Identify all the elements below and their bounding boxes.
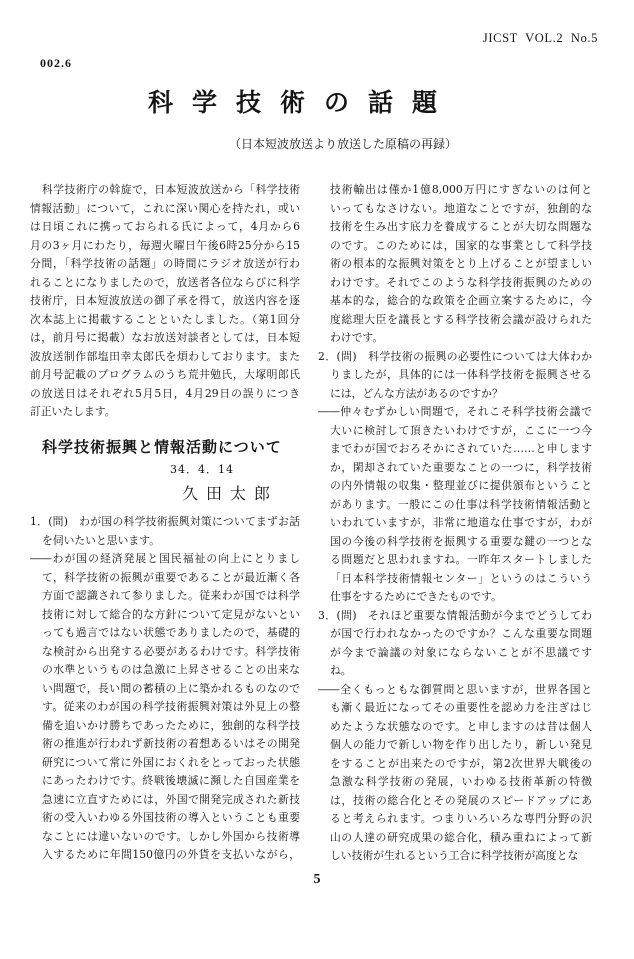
text-line: が国で行われなかったのですか？こんな重要な問題: [330, 627, 592, 640]
text-line: にあったわけです。終戦後壊滅に瀕した自国産業を: [42, 774, 300, 787]
right-column: [318, 181, 592, 866]
text-line: 山の人達の研究成果の総合化，積み重ねによって新: [330, 830, 592, 844]
text-line: いってもなさけない。地道なことですが，独創的な: [330, 201, 592, 215]
text-line: を伺いたいと思います。: [42, 533, 160, 547]
page-subtitle: （日本短波放送より放送した原稿の再録）: [229, 137, 458, 151]
text-line: の放送日はそれぞれ5月5日，4月29日の誤りにつき: [30, 386, 300, 400]
text-line: 前月号記載のプログラムのうち荒井勉氏，大塚明郎氏: [30, 368, 300, 381]
text-line: 次本誌上に掲載することといたしました。（第1回分: [30, 312, 300, 326]
question-3: [318, 607, 592, 681]
text-line: 備を追いかけ勝ちであったために，独創的な科学技: [42, 718, 300, 732]
text-line: わけです。それでこのような科学技術振興のための: [330, 275, 592, 289]
text-line: れることになりましたので，放送者各位ならびに科学: [30, 275, 300, 289]
text-line: か，閑却されていた重要なことの一つに，科学技術: [330, 460, 592, 474]
text-line: っても過言ではない状態でありましたので，基礎的: [42, 626, 300, 639]
text-line: のです。このためには，国家的な事業として科学技: [330, 238, 592, 252]
text-line: 技術庁，日本短波放送の御了承を得て，放送内容を逐: [30, 294, 300, 307]
intro-paragraph: [30, 181, 300, 422]
text-line: が今まで論議の対象にならないことが不思議です: [330, 645, 592, 659]
text-line: の水準というものは急激に上昇させることの出来な: [42, 663, 300, 676]
text-line: 仕事をするためにできたものです。: [330, 590, 502, 603]
text-line: ――全くもっともな御質問と思いますが，世界各国と: [318, 682, 592, 696]
left-column: [30, 181, 300, 865]
text-line: は日頃これに携っておられる氏によって，4月から6: [30, 220, 300, 233]
text-line: 技術輸出は僅か1億8,000万円にすぎないのは何と: [330, 183, 592, 196]
text-line: い問題で，長い間の蓄積の上に築かれるものなので: [42, 681, 300, 695]
page-number: 5: [313, 872, 321, 887]
text-line: 方面で認識されて参りました。従来わが国では科学: [42, 589, 300, 602]
text-line: 情報活動」について，これに深い関心を持たれ，或い: [30, 201, 300, 215]
text-line: 波放送制作部塩田幸太郎氏を煩わしております。また: [30, 349, 300, 363]
text-line: 1．(問) わが国の科学技術振興対策についてまずお話: [30, 515, 300, 528]
text-line: 2．(問) 科学技術の振興の必要性については大体わか: [318, 349, 592, 363]
answer-1-continued: [318, 181, 592, 348]
text-line: す。従来のわが国の科学技術振興対策は外見上の整: [42, 700, 300, 713]
classification-number: 002.6: [40, 56, 72, 70]
text-line: までわが国でおろそかにされていた……と申します: [330, 442, 592, 455]
text-line: ――わが国の経済発展と国民福祉の向上にとりまし: [30, 552, 300, 565]
text-line: 「日本科学技術情報センター」というのはこういう: [330, 571, 592, 585]
text-line: 急激な科学技術の発展，いわゆる技術革新の特徴: [330, 775, 592, 788]
text-line: 個人の能力で新しい物を作り出したり，新しい発見: [330, 738, 592, 751]
text-line: は，技術の総合化とその発展のスピードアップにあ: [330, 793, 592, 807]
text-line: には，どんな方法があるのですか？: [330, 386, 503, 400]
text-line: 急速に立直すためには，外国で開発完成された新技: [42, 792, 300, 806]
text-line: 研究について常に外国におくれをとっておった状態: [42, 755, 300, 769]
article-heading: 科学技術振興と情報活動について: [42, 437, 282, 456]
text-line: 術の推進が行われず新技術の着想あるいはその開発: [42, 737, 300, 750]
text-line: をすることが出来たのですが，第2次世界大戦後の: [330, 756, 592, 770]
page-title: 科学技術の話題: [148, 88, 457, 117]
text-line: ると考えられます。つまりいろいろな専門分野の沢: [330, 812, 592, 825]
article-date: 34．4．14: [170, 462, 234, 476]
text-line: て，科学技術の振興が重要であることが最近漸く各: [42, 570, 300, 584]
question-1: [30, 513, 300, 550]
text-line: る問題だと思われますね。一昨年スタートしました: [330, 553, 592, 566]
question-2: [318, 348, 592, 404]
text-line: いわれていますが，非常に地道な仕事ですが，わが: [330, 516, 592, 529]
text-line: なことには違いないのです。しかし外国から技術導: [42, 829, 300, 843]
text-line: は，前月号に掲載）なお放送対談者としては，日本短: [30, 331, 300, 344]
text-line: 3．(問) それほど重要な情報活動が今までどうしてわ: [318, 608, 592, 622]
text-line: 入するために年間150億円の外貨を支払いながら，: [42, 848, 300, 861]
text-line: の内外情報の収集・整理並びに提供頒布ということ: [330, 479, 592, 492]
text-line: 訂正いたします。: [30, 405, 116, 418]
answer-1: [30, 550, 300, 865]
text-line: 度総理大臣を議長とする科学技術会議が設けられた: [330, 312, 592, 326]
text-line: ね。: [330, 664, 352, 677]
text-line: 大いに検討して頂きたいわけですが，ここに一つ今: [330, 423, 592, 437]
text-line: わけです。: [330, 331, 384, 344]
text-line: 基本的な，総合的な政策を企画立案するために，今: [330, 294, 592, 307]
text-line: 月の3ヶ月にわたり，毎週火曜日午後6時25分から15: [30, 238, 300, 252]
article-author: 久田太郎: [182, 483, 279, 503]
text-line: 科学技術庁の斡旋で，日本短波放送から「科学技術: [42, 183, 300, 196]
text-line: 技術を生み出す底力を養成することが大切な問題な: [330, 220, 592, 233]
text-line: 術の根本的な振興対策をとり上げることが望ましい: [330, 257, 592, 270]
text-line: めたような状態なのです。と申しますのは昔は個人: [330, 719, 592, 733]
answer-2: [318, 403, 592, 607]
journal-issue-header: JICST VOL.2 No.5: [482, 31, 598, 45]
text-line: も漸く最近になってその重要性を認め力を注ぎはじ: [330, 701, 592, 714]
text-line: な検討から出発する必要があるわけです。科学技術: [42, 644, 300, 658]
text-line: があります。一般にこの仕事は科学技術情報活動と: [330, 497, 592, 511]
text-line: ――仲々むずかしい問題で，それこそ科学技術会議で: [318, 405, 592, 418]
text-line: 術の受入いわゆる外国技術の導入ということも重要: [42, 811, 300, 824]
text-line: しい技術が生れるという工合に科学技術が高度とな: [330, 849, 579, 862]
text-line: 分間，「科学技術の話題」の時間にラジオ放送が行わ: [30, 257, 300, 270]
answer-3: [318, 681, 592, 866]
text-line: 技術に対して総合的な方針について定見がないとい: [42, 607, 300, 621]
text-line: 国の今後の科学技術を振興する重要な鍵の一つとな: [330, 534, 592, 548]
text-line: りましたが，具体的には一体科学技術を振興させる: [330, 368, 592, 381]
